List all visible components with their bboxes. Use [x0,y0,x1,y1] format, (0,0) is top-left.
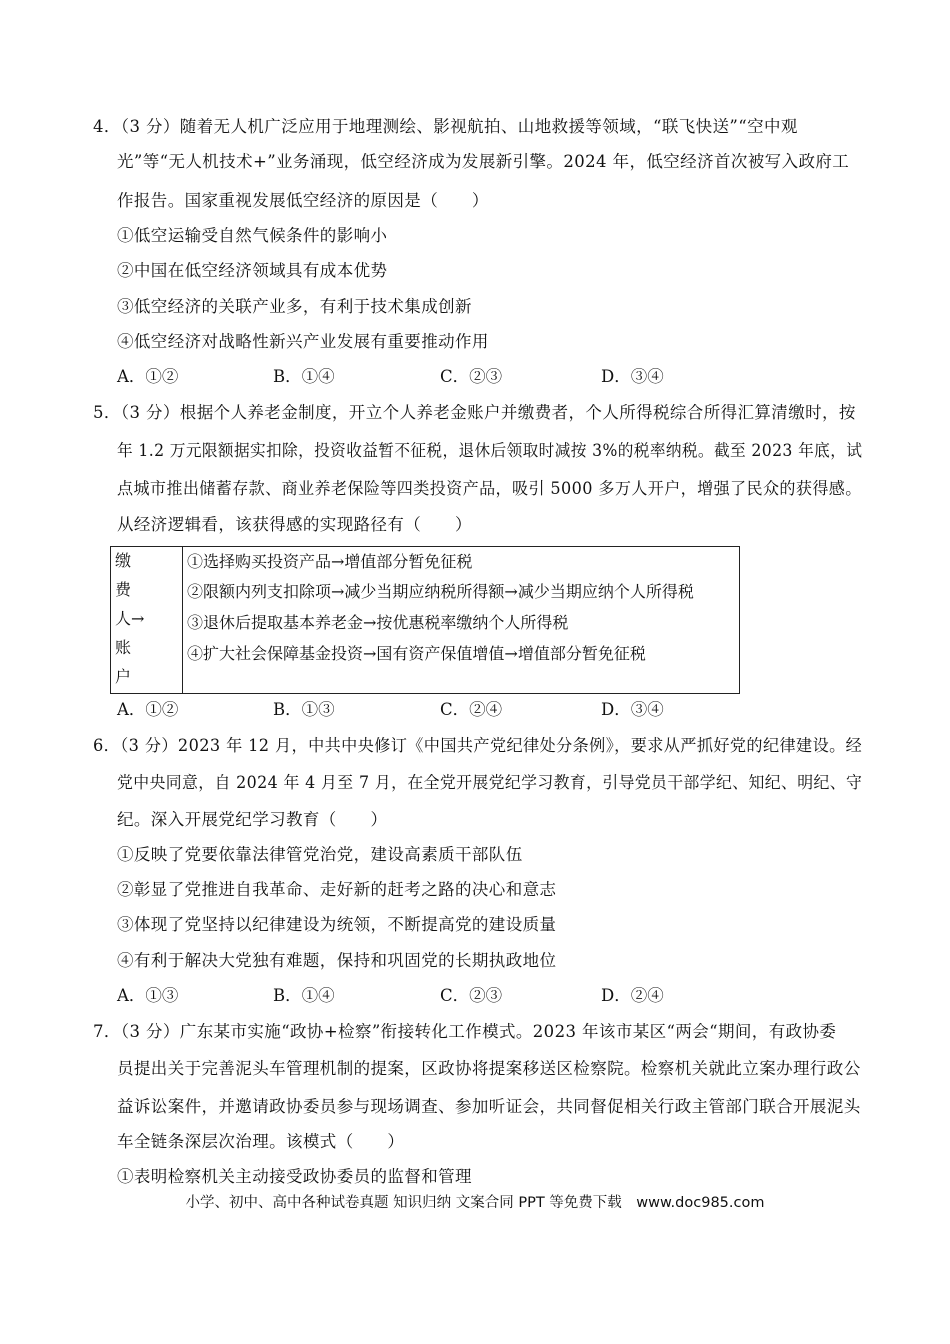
q5-option-c: C．②④ [440,700,503,719]
q4-option-c: C．②③ [440,367,503,386]
q7-line-2: 员提出关于完善泥头车管理机制的提案，区政协将提案移送区检察院。检察机关就此立案办理行政公 [117,1059,861,1078]
q4-option-b: B．①④ [273,367,335,386]
q6-option-b: B．①④ [273,986,335,1005]
q6-statement-2: ②彰显了党推进自我革命、走好新的赶考之路的决心和意志 [117,880,557,899]
q4-line-1: 4．（3 分）随着无人机广泛应用于地理测绘、影视航拍、山地救援等领域，“联飞快送”“空中观 [93,117,798,136]
q5-line-1: 5．（3 分）根据个人养老金制度，开立个人养老金账户并缴费者，个人所得税综合所得汇算清缴时，按 [93,403,856,422]
q6-line-3: 纪。深入开展党纪学习教育（ ） [117,810,388,829]
q5-path-4: ④扩大社会保障基金投资→国有资产保值增值→增值部分暂免征税 [187,644,646,663]
q6-statement-4: ④有利于解决大党独有难题，保持和巩固党的长期执政地位 [117,951,557,970]
q7-statement-1: ①表明检察机关主动接受政协委员的监督和管理 [117,1167,472,1186]
q6-statement-1: ①反映了党要依靠法律管党治党，建设高素质干部队伍 [117,845,523,864]
q5-option-a: A．①② [117,700,179,719]
q5-line-2: 年 1.2 万元限额据实扣除，投资收益暂不征税，退休后领取时减按 3%的税率纳税。截至 2023 年底，试 [117,441,863,460]
q5-path-1: ①选择购买投资产品→增值部分暂免征税 [187,552,473,571]
q5-option-b: B．①③ [273,700,335,719]
q6-options [117,985,737,1007]
q4-options [117,366,737,388]
q7-line-1: 7．（3 分）广东某市实施“政协+检察”衔接转化工作模式。2023 年该市某区“两会“期间，有政协委 [93,1022,837,1041]
q5-path-table [110,546,740,694]
q4-option-d: D．③④ [601,367,664,386]
q4-line-2: 光”等“无人机技术+”业务涌现，低空经济成为发展新引擎。2024 年，低空经济首次被写入政府工 [117,152,850,171]
q5-table-left-char: 缴 [115,551,132,570]
q5-table-left-cell [111,547,183,693]
q6-statement-3: ③体现了党坚持以纪律建设为统领，不断提高党的建设质量 [117,915,557,934]
q7-line-3: 益诉讼案件，并邀请政协委员参与现场调查、参加听证会，共同督促相关行政主管部门联合开展泥头 [117,1097,861,1116]
q5-table-left-char: 户 [115,667,132,686]
q6-option-d: D．②④ [601,986,664,1005]
q4-line-3: 作报告。国家重视发展低空经济的原因是（ ） [117,191,489,210]
q5-table-left-char: 人→ [115,609,145,628]
q5-path-2: ②限额内列支扣除项→减少当期应纳税所得额→减少当期应纳个人所得税 [187,582,694,601]
q6-line-1: 6．（3 分）2023 年 12 月，中共中央修订《中国共产党纪律处分条例》，要求从严抓好党的纪律建设。经 [93,736,863,755]
q5-table-left-char: 费 [115,580,132,599]
q6-option-c: C．②③ [440,986,503,1005]
q4-statement-3: ③低空经济的关联产业多，有利于技术集成创新 [117,297,472,316]
q7-line-4: 车全链条深层次治理。该模式（ ） [117,1132,405,1151]
q4-statement-4: ④低空经济对战略性新兴产业发展有重要推动作用 [117,332,489,351]
q5-options [117,699,737,721]
q5-line-3: 点城市推出储蓄存款、商业养老保险等四类投资产品，吸引 5000 多万人开户，增强了民众的获得感。 [117,479,862,498]
q5-table-left-char: 账 [115,638,132,657]
q4-option-a: A．①② [117,367,179,386]
q5-line-4: 从经济逻辑看，该获得感的实现路径有（ ） [117,515,472,534]
q5-option-d: D．③④ [601,700,664,719]
q6-option-a: A．①③ [117,986,179,1005]
q5-path-3: ③退休后提取基本养老金→按优惠税率缴纳个人所得税 [187,613,569,632]
q4-statement-2: ②中国在低空经济领域具有成本优势 [117,261,388,280]
page-footer: 小学、初中、高中各种试卷真题 知识归纳 文案合同 PPT 等免费下载 www.doc985.com [185,1195,765,1211]
q4-statement-1: ①低空运输受自然气候条件的影响小 [117,226,388,245]
q6-line-2: 党中央同意，自 2024 年 4 月至 7 月，在全党开展党纪学习教育，引导党员干部学纪、知纪、明纪、守 [117,773,863,792]
